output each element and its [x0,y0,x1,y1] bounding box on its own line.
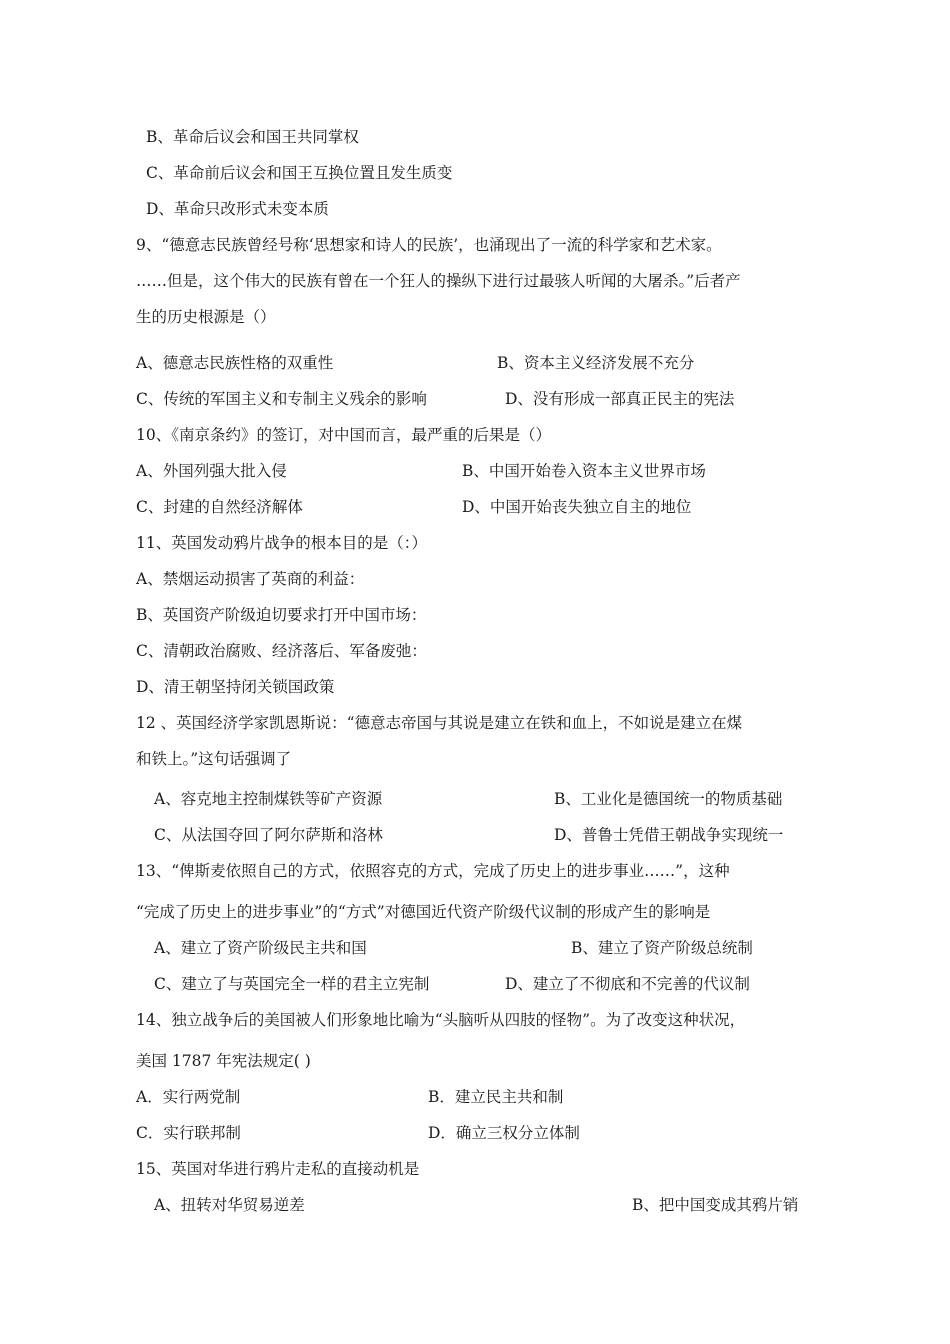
text-line: C、建立了与英国完全一样的君主立宪制 [154,975,430,993]
text-line: D、革命只改形式未变本质 [146,200,329,218]
text-line: A、容克地主控制煤铁等矿产资源 [154,790,383,808]
text-line: C．实行联邦制 [136,1124,241,1142]
text-line: D、普鲁士凭借王朝战争实现统一 [554,826,784,844]
text-line: B、英国资产阶级迫切要求打开中国市场： [136,606,427,624]
text-line: D、中国开始丧失独立自主的地位 [462,498,692,516]
text-line: A、扭转对华贸易逆差 [154,1196,305,1214]
text-line: A、禁烟运动损害了英商的利益： [136,570,365,588]
text-line: B、建立了资产阶级总统制 [571,939,753,957]
text-line: A、外国列强大批入侵 [136,462,287,480]
text-line: B、革命后议会和国王共同掌权 [146,128,359,146]
text-line: D、建立了不彻底和不完善的代议制 [505,975,750,993]
text-line: 13、“俾斯麦依照自己的方式，依照容克的方式，完成了历史上的进步事业……”，这种 [136,862,730,880]
text-line: 10、《南京条约》的签订，对中国而言，最严重的后果是（） [136,426,551,444]
text-line: ……但是，这个伟大的民族有曾在一个狂人的操纵下进行过最骇人听闻的大屠杀。”后者产 [136,272,741,290]
text-line: C、清朝政治腐败、经济落后、军备废弛： [136,642,427,660]
text-line: D、没有形成一部真正民主的宪法 [505,390,735,408]
text-line: A、建立了资产阶级民主共和国 [154,939,367,957]
text-line: C、封建的自然经济解体 [136,498,303,516]
text-line: 11、英国发动鸦片战争的根本目的是（：） [136,534,427,552]
text-line: B、中国开始卷入资本主义世界市场 [462,462,706,480]
text-line: A、德意志民族性格的双重性 [136,354,334,372]
text-line: C、传统的军国主义和专制主义残余的影响 [136,390,427,408]
text-line: 美国 1787 年宪法规定( ) [136,1052,311,1070]
text-line: C、革命前后议会和国王互换位置且发生质变 [146,164,453,182]
text-line: 12 、英国经济学家凯恩斯说：“德意志帝国与其说是建立在铁和血上，不如说是建立在煤 [136,714,743,732]
text-line: D．确立三权分立体制 [428,1124,580,1142]
text-line: 9、“德意志民族曾经号称‘思想家和诗人的民族’，也涌现出了一流的科学家和艺术家。 [136,236,722,254]
text-line: 和铁上。”这句话强调了 [136,750,292,768]
text-line: “完成了历史上的进步事业”的“方式”对德国近代资产阶级代议制的形成产生的影响是 [136,903,711,921]
text-line: 15、英国对华进行鸦片走私的直接动机是 [136,1160,420,1178]
text-line: A．实行两党制 [136,1088,241,1106]
text-line: C、从法国夺回了阿尔萨斯和洛林 [154,826,383,844]
text-line: B．建立民主共和制 [428,1088,564,1106]
text-line: 生的历史根源是（） [136,308,276,326]
text-line: 14、独立战争后的美国被人们形象地比喻为“头脑听从四肢的怪物”。为了改变这种状况， [136,1011,746,1029]
text-line: B、工业化是德国统一的物质基础 [554,790,783,808]
text-line: D、清王朝坚持闭关锁国政策 [136,678,335,696]
text-line: B、资本主义经济发展不充分 [497,354,695,372]
text-line: B、把中国变成其鸦片销 [632,1196,799,1214]
